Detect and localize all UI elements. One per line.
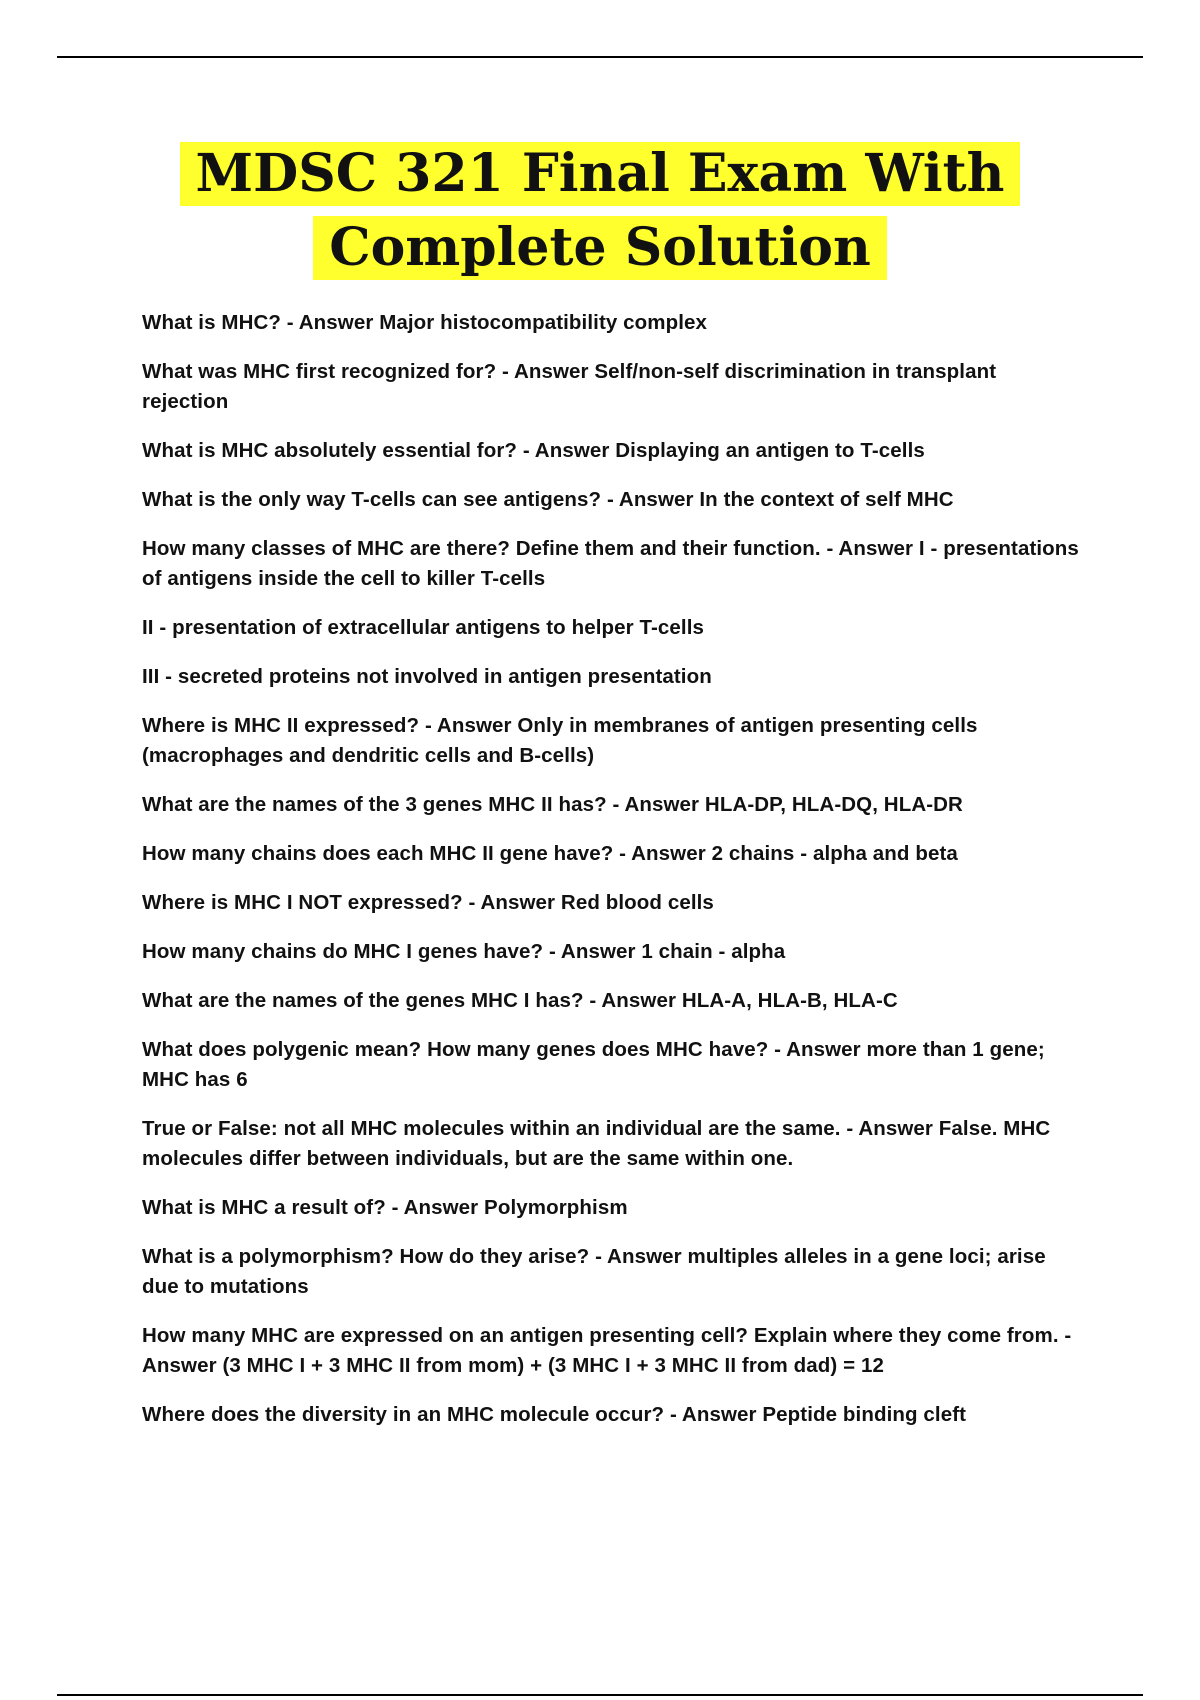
bottom-rule (57, 1694, 1143, 1696)
qa-entry: True or False: not all MHC molecules within an individual are the same. - Answer False. MHC molecules differ between individuals, but are the same within one. (142, 1117, 1051, 1170)
qa-entry: What was MHC first recognized for? - Answer Self/non-self discrimination in transplant rejection (142, 360, 997, 413)
qa-entry: What is a polymorphism? How do they arise? - Answer multiples alleles in a gene loci; arise due to mutations (142, 1245, 1046, 1298)
qa-entry: How many chains do MHC I genes have? - Answer 1 chain - alpha (142, 940, 786, 963)
top-rule (57, 56, 1143, 58)
title-line-2: Complete Solution (313, 216, 887, 280)
document-title (0, 142, 1200, 290)
qa-entry: Where does the diversity in an MHC molecule occur? - Answer Peptide binding cleft (142, 1403, 967, 1426)
qa-entry: What is the only way T-cells can see antigens? - Answer In the context of self MHC (142, 488, 954, 511)
qa-entry: What is MHC? - Answer Major histocompatibility complex (142, 311, 708, 334)
qa-entry: What is MHC absolutely essential for? - Answer Displaying an antigen to T-cells (142, 439, 925, 462)
qa-entry: What is MHC a result of? - Answer Polymorphism (142, 1196, 628, 1219)
qa-list (142, 308, 1082, 1449)
qa-entry: II - presentation of extracellular antigens to helper T-cells (142, 616, 705, 639)
qa-entry: Where is MHC I NOT expressed? - Answer Red blood cells (142, 891, 714, 914)
qa-entry: How many chains does each MHC II gene have? - Answer 2 chains - alpha and beta (142, 842, 958, 865)
qa-entry: What does polygenic mean? How many genes does MHC have? - Answer more than 1 gene; MHC has 6 (142, 1038, 1045, 1091)
qa-entry: III - secreted proteins not involved in antigen presentation (142, 665, 712, 688)
qa-entry: What are the names of the 3 genes MHC II has? - Answer HLA-DP, HLA-DQ, HLA-DR (142, 793, 963, 816)
qa-entry: What are the names of the genes MHC I has? - Answer HLA-A, HLA-B, HLA-C (142, 989, 898, 1012)
title-line-1: MDSC 321 Final Exam With (180, 142, 1021, 206)
qa-entry: How many MHC are expressed on an antigen presenting cell? Explain where they come from. - Answer (3 MHC I + 3 MHC II from mom) + (3 MHC I + 3 MHC II from dad) = 12 (142, 1324, 1072, 1377)
qa-entry: Where is MHC II expressed? - Answer Only in membranes of antigen presenting cells (macrophages and dendritic cells and B-cells) (142, 714, 978, 767)
qa-entry: How many classes of MHC are there? Define them and their function. - Answer I - presentations of antigens inside the cell to killer T-cells (142, 537, 1079, 590)
